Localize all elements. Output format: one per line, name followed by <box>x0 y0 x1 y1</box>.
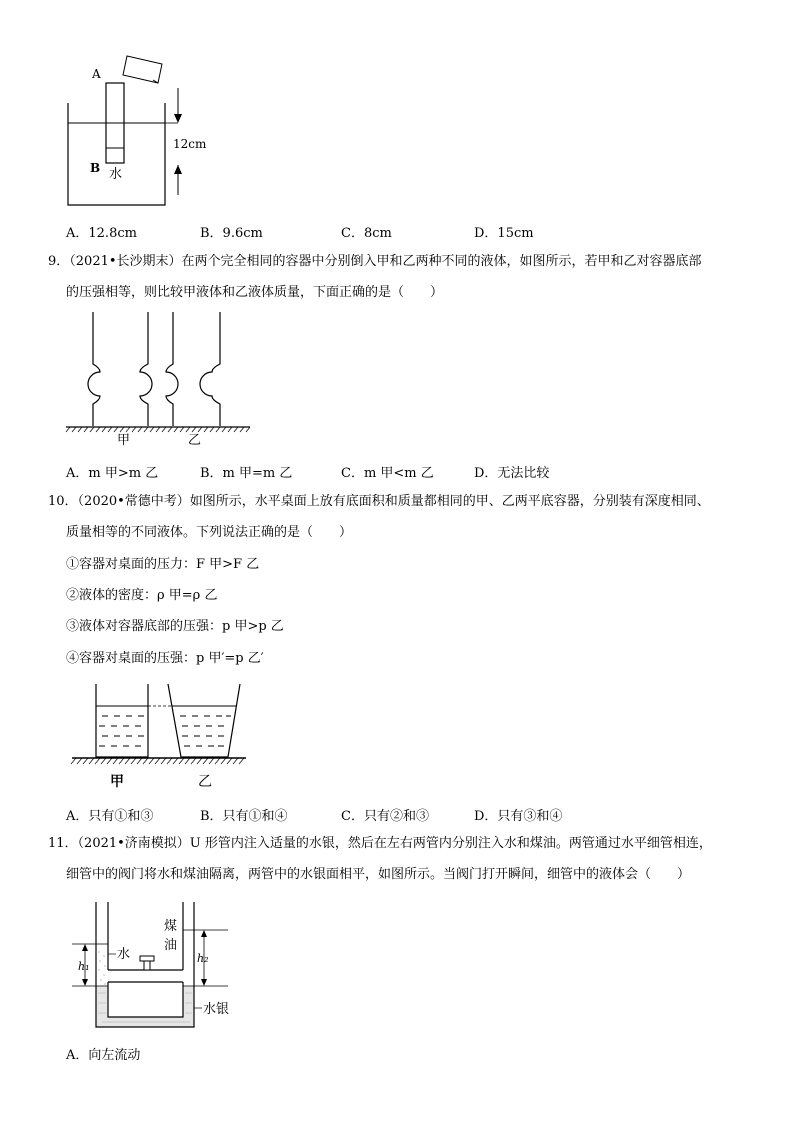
q9-question-line2: 的压强相等，则比较甲液体和乙液体质量，下面正确的是（ ） <box>66 285 444 300</box>
q10-statement-1: ①容器对桌面的压力：F 甲>F 乙 <box>66 557 260 572</box>
q8-label-b: B <box>90 161 101 175</box>
q11-question-line2: 细管中的阀门将水和煤油隔离，两管中的水银面相平，如图所示。当阀门打开瞬间，细管中的液体会（ ） <box>66 867 691 882</box>
q10-question-line2: 质量相等的不同液体。下列说法正确的是（ ） <box>66 525 353 540</box>
q8-label-water: 水 <box>109 167 123 182</box>
q11-figure <box>68 898 248 1033</box>
q9-question-line1: 9．（2021•长沙期末）在两个完全相同的容器中分别倒入甲和乙两种不同的液体，如图所示，若甲和乙对容器底部 <box>48 254 702 269</box>
q11-label-h1: h₁ <box>78 960 90 973</box>
q8-label-depth: 12cm <box>173 137 207 151</box>
q8-option-a: A．12.8cm <box>66 226 137 241</box>
q9-option-c: C．m 甲<m 乙 <box>341 466 434 481</box>
q10-question-line1: 10．（2020•常德中考）如图所示，水平桌面上放有底面积和质量都相同的甲、乙两平底容器，分别装有深度相同、 <box>48 494 710 509</box>
q10-option-a: A．只有①和③ <box>66 809 154 824</box>
q10-label-jia: 甲 <box>110 774 124 790</box>
q10-label-yi: 乙 <box>198 774 212 790</box>
q10-statement-3: ③液体对容器底部的压强：p 甲>p 乙 <box>66 619 284 634</box>
q10-option-d: D．只有③和④ <box>474 809 563 824</box>
q9-option-d: D．无法比较 <box>474 466 550 481</box>
q10-option-b: B．只有①和④ <box>200 809 288 824</box>
q9-label-yi: 乙 <box>188 433 202 448</box>
q9-figure <box>60 312 260 452</box>
q10-statement-4: ④容器对桌面的压强：p 甲′=p 乙′ <box>66 651 264 666</box>
q9-label-jia: 甲 <box>117 433 131 448</box>
q11-label-mercury: 水银 <box>203 1002 230 1017</box>
q8-figure <box>60 50 240 210</box>
q11-question-line1: 11．（2021•济南模拟）U 形管内注入适量的水银，然后在左右两管内分别注入水和煤油。两管通过水平细管相连， <box>48 836 712 851</box>
q9-option-a: A．m 甲>m 乙 <box>66 466 159 481</box>
q9-option-b: B．m 甲=m 乙 <box>200 466 293 481</box>
q8-option-b: B．9.6cm <box>200 226 263 241</box>
q8-option-d: D．15cm <box>474 226 534 241</box>
q10-option-c: C．只有②和③ <box>341 809 429 824</box>
q11-label-h2: h₂ <box>197 952 209 965</box>
q11-label-kerosene-1: 煤 <box>164 919 178 934</box>
q8-label-a: A <box>92 67 101 81</box>
q11-label-water: 水 <box>117 947 131 962</box>
q11-option-a: A．向左流动 <box>66 1048 141 1063</box>
q10-statement-2: ②液体的密度：ρ 甲=ρ 乙 <box>66 588 218 603</box>
q8-option-c: C．8cm <box>341 226 392 241</box>
q11-label-kerosene-2: 油 <box>164 938 178 953</box>
q10-figure <box>68 682 258 792</box>
